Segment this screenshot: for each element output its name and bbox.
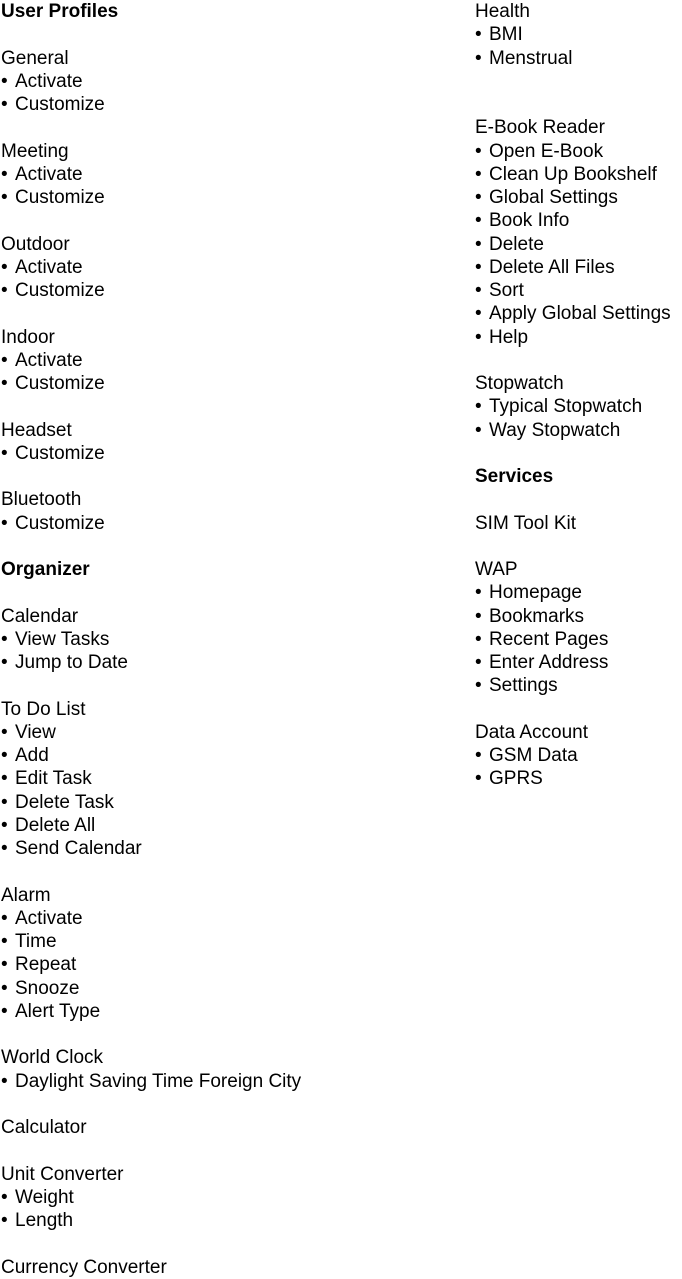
bullet-icon: •	[475, 187, 482, 208]
bullet-icon: •	[475, 140, 482, 162]
list-item-label: Delete	[489, 233, 544, 255]
list-item-label: Customize	[15, 512, 105, 534]
bullet-icon: •	[475, 24, 482, 46]
list-item-label: Delete All Files	[489, 256, 615, 278]
blank-line	[1, 116, 421, 139]
list-item-e-book-reader-delete-all-files	[475, 256, 682, 279]
blank-line	[1, 209, 421, 232]
list-item-label: Homepage	[489, 582, 582, 604]
menu-group-world-clock: World Clock	[1, 1047, 104, 1069]
list-item-label: Apply Global Settings	[489, 303, 671, 325]
list-item-label: View Tasks	[15, 628, 110, 650]
list-item-alarm-alert-type	[1, 1000, 421, 1023]
list-item-label: Delete All	[15, 814, 96, 836]
list-item-label: Typical Stopwatch	[489, 396, 643, 418]
bullet-icon: •	[475, 745, 482, 766]
list-item-label: Customize	[15, 187, 105, 208]
bullet-icon: •	[475, 303, 482, 325]
bullet-icon: •	[475, 280, 482, 301]
list-item-alarm-snooze	[1, 977, 421, 1000]
blank-line	[1, 1093, 421, 1116]
list-item-data-account-gprs	[475, 767, 682, 790]
list-item-to-do-list-send-calendar	[1, 837, 421, 860]
list-item-meeting-customize	[1, 186, 421, 209]
menu-group-alarm: Alarm	[1, 884, 51, 906]
left-column	[1, 0, 421, 1279]
list-item-e-book-reader-open-e-book	[475, 140, 682, 163]
list-item-outdoor-activate	[1, 256, 421, 279]
blank-line	[475, 535, 682, 558]
list-item-label: Activate	[15, 163, 83, 185]
list-item-label: Customize	[15, 442, 105, 464]
bullet-icon: •	[1, 256, 8, 278]
bullet-icon: •	[475, 233, 482, 255]
bullet-icon: •	[1, 814, 8, 836]
blank-line	[1, 23, 421, 46]
list-item-e-book-reader-sort	[475, 279, 682, 302]
menu-group-calculator: Calculator	[1, 1117, 87, 1138]
list-item-to-do-list-add	[1, 744, 421, 767]
bullet-icon: •	[475, 256, 482, 278]
bullet-icon: •	[1, 745, 8, 766]
blank-line	[475, 698, 682, 721]
list-item-wap-enter-address	[475, 651, 682, 674]
bullet-icon: •	[1, 1070, 8, 1092]
list-item-e-book-reader-help	[475, 326, 682, 349]
list-item-label: Enter Address	[489, 652, 609, 673]
bullet-icon: •	[1, 373, 8, 394]
blank-line	[1, 395, 421, 418]
list-item-label: Snooze	[15, 977, 80, 999]
list-item-wap-settings	[475, 674, 682, 697]
list-item-label: Settings	[489, 675, 558, 697]
blank-line	[1, 1232, 421, 1255]
list-item-label: Activate	[15, 907, 83, 929]
list-item-general-customize	[1, 93, 421, 116]
bullet-icon: •	[475, 210, 482, 232]
bullet-icon: •	[1, 512, 8, 534]
list-item-data-account-gsm-data	[475, 744, 682, 767]
list-item-label: Bookmarks	[489, 605, 585, 627]
list-item-stopwatch-typical-stopwatch	[475, 395, 682, 418]
list-item-label: Open E-Book	[489, 140, 604, 162]
list-item-label: Activate	[15, 256, 83, 278]
list-item-label: Weight	[15, 1186, 74, 1208]
list-item-label: Send Calendar	[15, 838, 142, 859]
list-item-e-book-reader-global-settings	[475, 186, 682, 209]
menu-group-to-do-list: To Do List	[1, 698, 86, 720]
bullet-icon: •	[1, 931, 8, 952]
bullet-icon: •	[1, 652, 8, 673]
menu-group-general: General	[1, 47, 69, 69]
list-item-label: GSM Data	[489, 745, 578, 766]
menu-group-outdoor: Outdoor	[1, 233, 70, 255]
bullet-icon: •	[1, 768, 8, 790]
bullet-icon: •	[1, 954, 8, 976]
menu-group-unit-converter: Unit Converter	[1, 1163, 124, 1185]
bullet-icon: •	[475, 419, 482, 441]
list-item-label: Recent Pages	[489, 628, 609, 650]
list-item-outdoor-customize	[1, 279, 421, 302]
list-item-e-book-reader-book-info	[475, 209, 682, 232]
list-item-label: Menstrual	[489, 47, 573, 69]
list-item-wap-recent-pages	[475, 628, 682, 651]
bullet-icon: •	[1, 94, 8, 115]
list-item-label: Help	[489, 326, 529, 348]
bullet-icon: •	[1, 628, 8, 650]
menu-group-e-book-reader: E-Book Reader	[475, 117, 605, 139]
menu-group-wap: WAP	[475, 559, 518, 580]
list-item-alarm-time	[1, 930, 421, 953]
blank-line	[1, 302, 421, 325]
list-item-label: Activate	[15, 349, 83, 371]
bullet-icon: •	[1, 721, 8, 743]
blank-line	[475, 70, 682, 93]
blank-line	[475, 93, 682, 116]
list-item-label: Jump to Date	[15, 652, 128, 673]
menu-group-headset: Headset	[1, 419, 72, 441]
bullet-icon: •	[475, 628, 482, 650]
list-item-label: Time	[15, 931, 57, 952]
section-heading-user-profiles: User Profiles	[1, 1, 119, 22]
right-column	[475, 0, 682, 791]
blank-line	[1, 581, 421, 604]
menu-group-sim-tool-kit: SIM Tool Kit	[475, 512, 577, 534]
menu-group-stopwatch: Stopwatch	[475, 373, 564, 394]
bullet-icon: •	[475, 675, 482, 697]
bullet-icon: •	[475, 163, 482, 185]
list-item-label: View	[15, 721, 56, 743]
bullet-icon: •	[1, 187, 8, 208]
list-item-label: Delete Task	[15, 791, 114, 813]
list-item-e-book-reader-delete	[475, 233, 682, 256]
bullet-icon: •	[475, 582, 482, 604]
bullet-icon: •	[1, 70, 8, 92]
list-item-stopwatch-way-stopwatch	[475, 419, 682, 442]
bullet-icon: •	[1, 349, 8, 371]
bullet-icon: •	[475, 605, 482, 627]
list-item-label: Repeat	[15, 954, 77, 976]
blank-line	[1, 1139, 421, 1162]
menu-group-meeting: Meeting	[1, 140, 69, 162]
list-item-label: Customize	[15, 373, 105, 394]
bullet-icon: •	[1, 163, 8, 185]
list-item-calendar-view-tasks	[1, 628, 421, 651]
bullet-icon: •	[475, 396, 482, 418]
list-item-headset-customize	[1, 442, 421, 465]
list-item-label: Alert Type	[15, 1000, 101, 1022]
bullet-icon: •	[1, 280, 8, 301]
list-item-label: Sort	[489, 280, 524, 301]
list-item-label: Global Settings	[489, 187, 618, 208]
bullet-icon: •	[1, 1210, 8, 1231]
list-item-calendar-jump-to-date	[1, 651, 421, 674]
list-item-wap-bookmarks	[475, 605, 682, 628]
list-item-label: Daylight Saving Time Foreign City	[15, 1070, 302, 1092]
list-item-label: Customize	[15, 94, 105, 115]
list-item-indoor-customize	[1, 372, 421, 395]
list-item-label: Clean Up Bookshelf	[489, 163, 657, 185]
section-heading-services: Services	[475, 466, 554, 487]
list-item-general-activate	[1, 70, 421, 93]
list-item-to-do-list-delete-task	[1, 791, 421, 814]
list-item-meeting-activate	[1, 163, 421, 186]
list-item-label: Way Stopwatch	[489, 419, 621, 441]
menu-group-calendar: Calendar	[1, 605, 79, 627]
list-item-e-book-reader-apply-global-settings	[475, 302, 682, 325]
list-item-wap-homepage	[475, 581, 682, 604]
bullet-icon: •	[475, 47, 482, 69]
menu-group-indoor: Indoor	[1, 326, 55, 348]
blank-line	[1, 465, 421, 488]
list-item-bluetooth-customize	[1, 512, 421, 535]
list-item-indoor-activate	[1, 349, 421, 372]
list-item-to-do-list-delete-all	[1, 814, 421, 837]
bullet-icon: •	[1, 838, 8, 859]
menu-group-currency-converter: Currency Converter	[1, 1256, 167, 1278]
list-item-health-bmi	[475, 23, 682, 46]
list-item-label: Add	[15, 745, 49, 766]
bullet-icon: •	[475, 768, 482, 790]
bullet-icon: •	[1, 791, 8, 813]
list-item-alarm-activate	[1, 907, 421, 930]
list-item-alarm-repeat	[1, 953, 421, 976]
list-item-world-clock-daylight-saving-time-foreign-city	[1, 1070, 421, 1093]
bullet-icon: •	[1, 442, 8, 464]
blank-line	[475, 442, 682, 465]
list-item-to-do-list-view	[1, 721, 421, 744]
list-item-label: BMI	[489, 24, 523, 46]
list-item-label: Customize	[15, 280, 105, 301]
bullet-icon: •	[1, 907, 8, 929]
list-item-label: GPRS	[489, 768, 543, 790]
section-heading-organizer: Organizer	[1, 559, 90, 580]
bullet-icon: •	[475, 326, 482, 348]
bullet-icon: •	[1, 1000, 8, 1022]
list-item-unit-converter-length	[1, 1209, 421, 1232]
menu-group-health: Health	[475, 1, 530, 22]
bullet-icon: •	[1, 1186, 8, 1208]
list-item-unit-converter-weight	[1, 1186, 421, 1209]
list-item-label: Book Info	[489, 210, 570, 232]
bullet-icon: •	[475, 652, 482, 673]
menu-group-data-account: Data Account	[475, 721, 589, 743]
menu-group-bluetooth: Bluetooth	[1, 489, 82, 511]
blank-line	[475, 349, 682, 372]
list-item-to-do-list-edit-task	[1, 767, 421, 790]
list-item-label: Length	[15, 1210, 74, 1231]
bullet-icon: •	[1, 977, 8, 999]
list-item-label: Activate	[15, 70, 83, 92]
list-item-e-book-reader-clean-up-bookshelf	[475, 163, 682, 186]
list-item-health-menstrual	[475, 47, 682, 70]
blank-line	[1, 1023, 421, 1046]
blank-line	[475, 488, 682, 511]
blank-line	[1, 860, 421, 883]
list-item-label: Edit Task	[15, 768, 92, 790]
blank-line	[1, 535, 421, 558]
blank-line	[1, 674, 421, 697]
